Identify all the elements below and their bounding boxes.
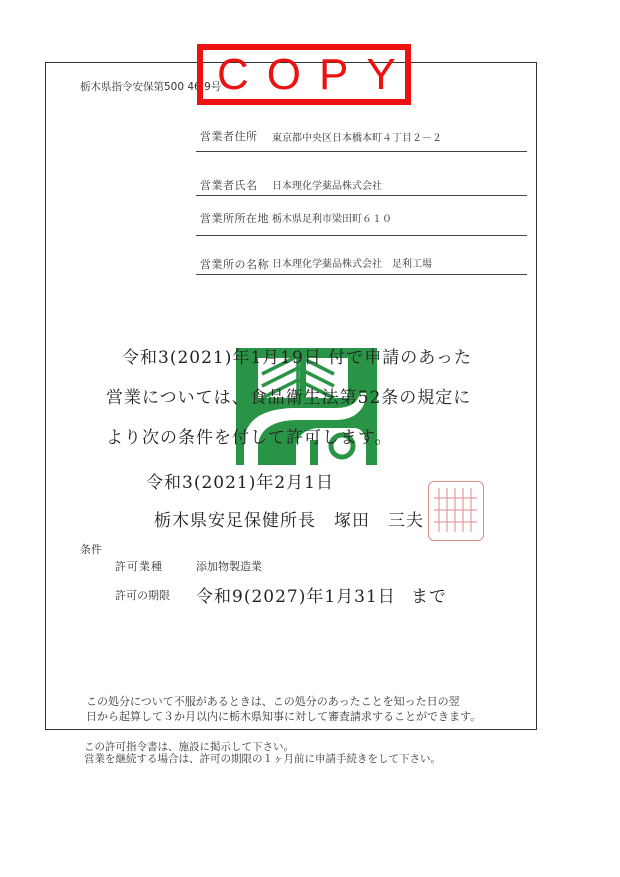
field-label-name: 営業者氏名 (200, 179, 258, 192)
footer-note-1: この許可指令書は、施設に掲示して下さい。 (84, 741, 294, 753)
body-line-1: 令和3(2021)年1月19日 付で申請のあった (122, 348, 473, 368)
field-rule (196, 195, 527, 196)
appeal-notice-line-2: 日から起算して３か月以内に栃木県知事に対して審査請求することができます。 (86, 710, 482, 723)
appeal-notice-line-1: この処分について不服があるときは、この処分のあったことを知った日の翌 (86, 695, 460, 708)
official-seal-icon (428, 481, 484, 541)
field-label-address: 営業者住所 (200, 130, 258, 143)
conditions-heading: 条件 (80, 543, 102, 556)
field-rule (196, 151, 527, 152)
period-label: 許可の期限 (115, 589, 170, 602)
field-value-location: 栃木県足利市梁田町６１０ (272, 214, 392, 225)
field-value-facility-name: 日本理化学薬品株式会社 足利工場 (272, 259, 432, 270)
field-rule (196, 274, 527, 275)
business-type-label: 許可業種 (115, 560, 163, 573)
business-type-value: 添加物製造業 (196, 560, 262, 573)
issuer: 栃木県安足保健所長 塚田 三夫 (154, 511, 424, 531)
field-label-facility-name: 営業所の名称 (200, 258, 269, 271)
copy-stamp: COPY (197, 44, 411, 105)
body-line-2: 営業については、食品衛生法第52条の規定に (106, 388, 472, 408)
permit-number: 栃木県指令安保第500 46 9号 (80, 81, 222, 93)
field-value-address: 東京都中央区日本橋本町４丁目２－２ (272, 133, 442, 144)
footer-note-2: 営業を継続する場合は、許可の期限の１ヶ月前に申請手続きをして下さい。 (84, 753, 441, 765)
body-line-3: より次の条件を付して許可します。 (106, 428, 393, 448)
field-label-location: 営業所所在地 (200, 212, 269, 225)
issue-date: 令和3(2021)年2月1日 (146, 473, 334, 493)
field-value-name: 日本理化学薬品株式会社 (272, 181, 382, 192)
field-rule (196, 235, 527, 236)
period-suffix: まで (411, 587, 447, 607)
period-value: 令和9(2027)年1月31日 (196, 587, 396, 607)
